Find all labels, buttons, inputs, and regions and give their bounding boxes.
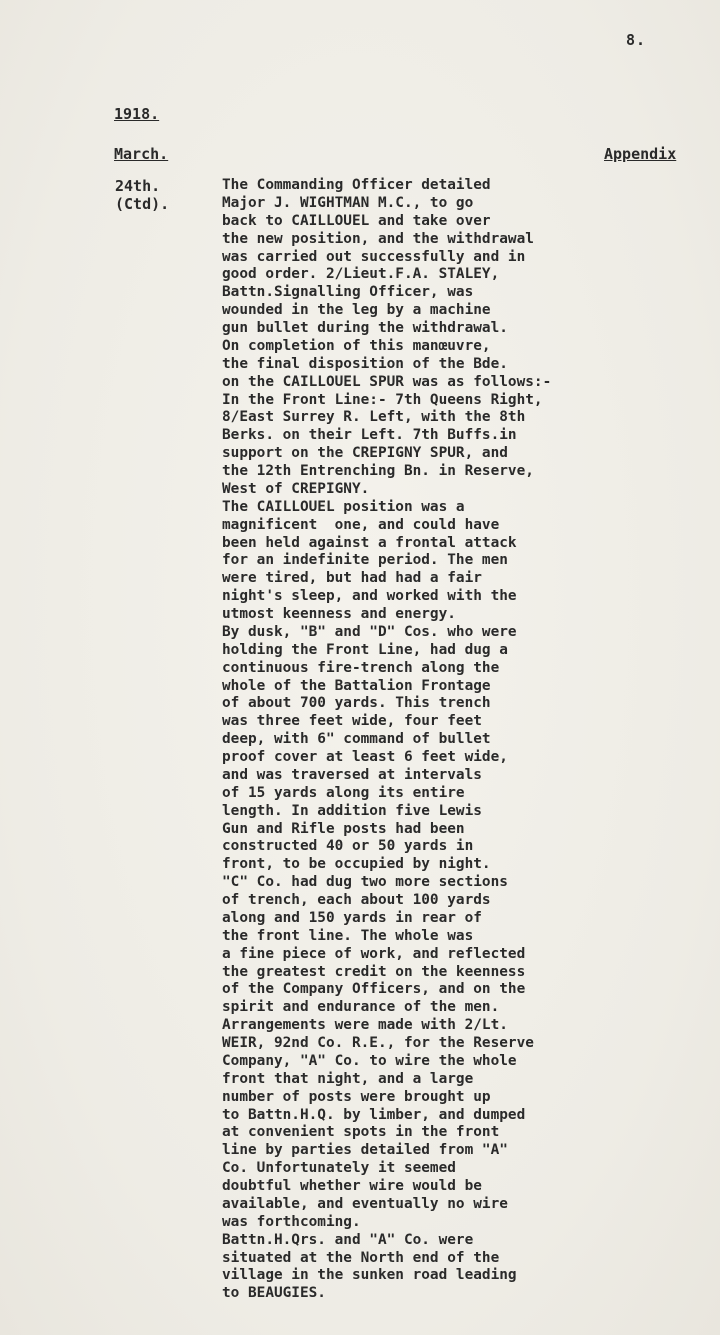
text-line: were tired, but had had a fair [222,570,482,587]
text-line: WEIR, 92nd Co. R.E., for the Reserve [222,1035,534,1051]
text-line: holding the Front Line, had dug a [222,641,508,658]
text-line: deep, with 6" command of bullet [222,731,491,748]
text-line: and was traversed at intervals [222,766,482,783]
page-number: 8. [626,31,647,49]
text-line: been held against a frontal attack [222,534,517,551]
text-line: on the CAILLOUEL SPUR was as follows:- [222,373,552,390]
text-line: support on the CREPIGNY SPUR, and [222,445,508,462]
text-line: the final disposition of the Bde. [222,355,508,372]
text-line: back to CAILLOUEL and take over [222,212,491,229]
text-line: night's sleep, and worked with the [222,588,517,605]
text-line: the new position, and the withdrawal [222,230,534,247]
text-line: Company, "A" Co. to wire the whole [222,1052,517,1069]
text-line: the 12th Entrenching Bn. in Reserve, [222,463,534,479]
text-line: of 15 yards along its entire [222,784,465,801]
text-line: Arrangements were made with 2/Lt. [222,1017,508,1034]
text-line: the front line. The whole was [222,927,474,944]
diary-entry-text [222,177,632,1303]
text-line: West of CREPIGNY. [222,480,370,497]
text-line: In the Front Line:- 7th Queens Right, [222,391,543,408]
text-line: By dusk, "B" and "D" Cos. who were [222,623,517,640]
text-line: was forthcoming. [222,1213,361,1230]
text-line: to BEAUGIES. [222,1285,326,1302]
text-line: line by parties detailed from "A" [222,1142,508,1159]
text-line: Battn.Signalling Officer, was [222,284,474,301]
text-line: good order. 2/Lieut.F.A. STALEY, [222,266,500,283]
text-line: constructed 40 or 50 yards in [222,838,474,855]
text-line: Battn.H.Qrs. and "A" Co. were [222,1231,474,1248]
text-line: the greatest credit on the keenness [222,963,526,980]
text-line: whole of the Battalion Frontage [222,677,491,694]
text-line: "C" Co. had dug two more sections [222,874,508,891]
text-line: proof cover at least 6 feet wide, [222,749,508,765]
appendix-heading: Appendix [604,145,677,163]
text-line: to Battn.H.Q. by limber, and dumped [222,1106,526,1123]
text-line: continuous fire-trench along the [222,659,500,676]
text-line: at convenient spots in the front [222,1124,500,1141]
text-line: for an indefinite period. The men [222,552,508,569]
text-line: of about 700 yards. This trench [222,695,491,712]
text-line: On completion of this manœuvre, [222,337,491,354]
text-line: wounded in the leg by a machine [222,302,491,319]
date-column [115,177,169,213]
text-line: a fine piece of work, and reflected [222,945,526,962]
text-line: The Commanding Officer detailed [222,177,491,193]
text-line: Berks. on their Left. 7th Buffs.in [222,427,517,444]
text-line: village in the sunken road leading [222,1267,517,1284]
text-line: The CAILLOUEL position was a [222,498,465,515]
text-line: of the Company Officers, and on the [222,981,526,998]
text-line: along and 150 yards in rear of [222,909,482,926]
text-line: gun bullet during the withdrawal. [222,320,508,336]
text-line: Major J. WIGHTMAN M.C., to go [222,194,474,211]
text-line: of trench, each about 100 yards [222,892,491,908]
date-line: 24th. [115,177,161,195]
text-line: length. In addition five Lewis [222,802,482,819]
month-heading: March. [114,145,169,163]
text-line: utmost keenness and energy. [222,606,456,622]
text-line: number of posts were brought up [222,1088,491,1105]
text-line: front, to be occupied by night. [222,856,491,873]
text-line: was three feet wide, four feet [222,713,482,730]
year-heading: 1918. [114,105,160,123]
text-line: 8/East Surrey R. Left, with the 8th [222,409,526,426]
text-line: doubtful whether wire would be [222,1178,482,1194]
date-line: (Ctd). [115,195,170,213]
text-line: magnificent one, and could have [222,516,500,533]
text-line: front that night, and a large [222,1070,474,1087]
text-line: situated at the North end of the [222,1249,500,1266]
text-line: Gun and Rifle posts had been [222,820,465,837]
text-line: was carried out successfully and in [222,248,526,265]
text-line: Co. Unfortunately it seemed [222,1160,456,1177]
text-line: spirit and endurance of the men. [222,999,500,1016]
text-line: available, and eventually no wire [222,1195,508,1212]
